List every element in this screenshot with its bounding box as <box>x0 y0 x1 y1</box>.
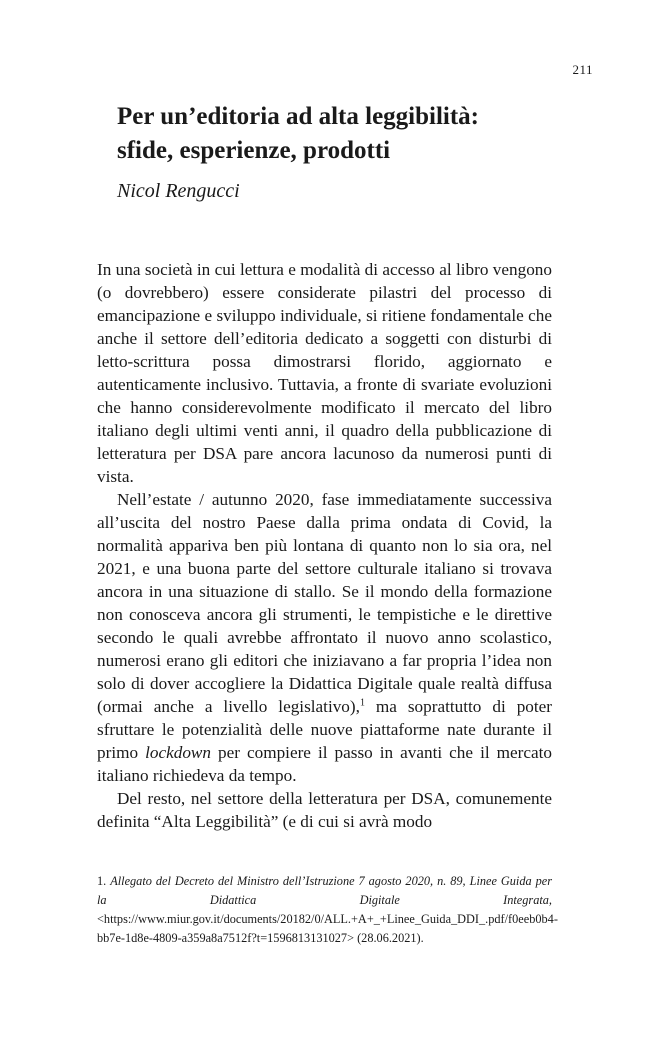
body-text <box>97 258 552 833</box>
footnote-number: 1. <box>97 874 107 888</box>
paragraph-2 <box>97 488 552 787</box>
paragraph-1: In una società in cui lettura e modalità di accesso al libro vengono (o dovrebbero) essere considerate pilastri del processo di emancipazione e sviluppo individuale, si ritiene fondamentale che anche il settore dell’editoria dedicato a soggetti con disturbi di letto-scrittura possa dimostrarsi florido, aggiornato e autenticamente inclusivo. Tuttavia, a fronte di svariate evoluzioni che hanno considerevolmente modificato il mercato del libro italiano degli ultimi venti anni, il quadro della pubblicazione di letteratura per DSA pare ancora lacunoso da numerosi punti di vista. <box>97 260 552 486</box>
title-line-2: sfide, esperienze, prodotti <box>117 137 391 164</box>
footnote-citation-url: <https://www.miur.gov.it/documents/20182/0/ALL.+A+_+Linee_Guida_DDI_.pdf/f0eeb0b4-bb7e-1d8e-4809-a359a8a7512f?t=1596813131027> (28.06.2021). <box>97 912 558 945</box>
author-name: Nicol Rengucci <box>117 180 240 202</box>
paragraph-3: Del resto, nel settore della letteratura per DSA, comunemente definita “Alta Leggibilità” (e di cui si avrà modo <box>97 789 552 831</box>
article-title <box>117 100 587 168</box>
footnote-citation-title: Allegato del Decreto del Ministro dell’Istruzione 7 agosto 2020, n. 89, Linee Guida per la Didattica Digitale Integrata, <box>97 874 553 907</box>
paragraph-2-emphasis: lockdown <box>145 743 211 762</box>
paragraph-2-part-a: Nell’estate / autunno 2020, fase immediatamente successiva all’uscita del nostro Paese dalla prima ondata di Covid, la normalità appariva ben più lontana di quanto non lo sia ora, nel 2021, e una buona parte del settore culturale italiano si trovava ancora in una situazione di stallo. Se il mondo della formazione non conosceva ancora gli strumenti, le tempistiche e le direttive secondo le quali avrebbe affrontato il nuovo anno scolastico, numerosi erano gli editori che iniziavano a far propria l’idea non solo di dover accogliere la Didattica Digitale quale realtà diffusa (ormai anche a livello legislativo), <box>97 490 552 716</box>
footnote <box>97 872 558 948</box>
page-number: 211 <box>572 62 593 77</box>
title-line-1: Per un’editoria ad alta leggibilità: <box>117 103 480 130</box>
paragraph-2-part-b: ma soprattutto di poter sfruttare le potenzialità delle nuove piattaforme nate durante il primo <box>97 697 553 762</box>
paragraph-2-part-c: per compiere il passo in avanti che il mercato italiano richiedeva da tempo. <box>97 743 552 785</box>
footnote-reference[interactable]: 1 <box>359 697 365 709</box>
